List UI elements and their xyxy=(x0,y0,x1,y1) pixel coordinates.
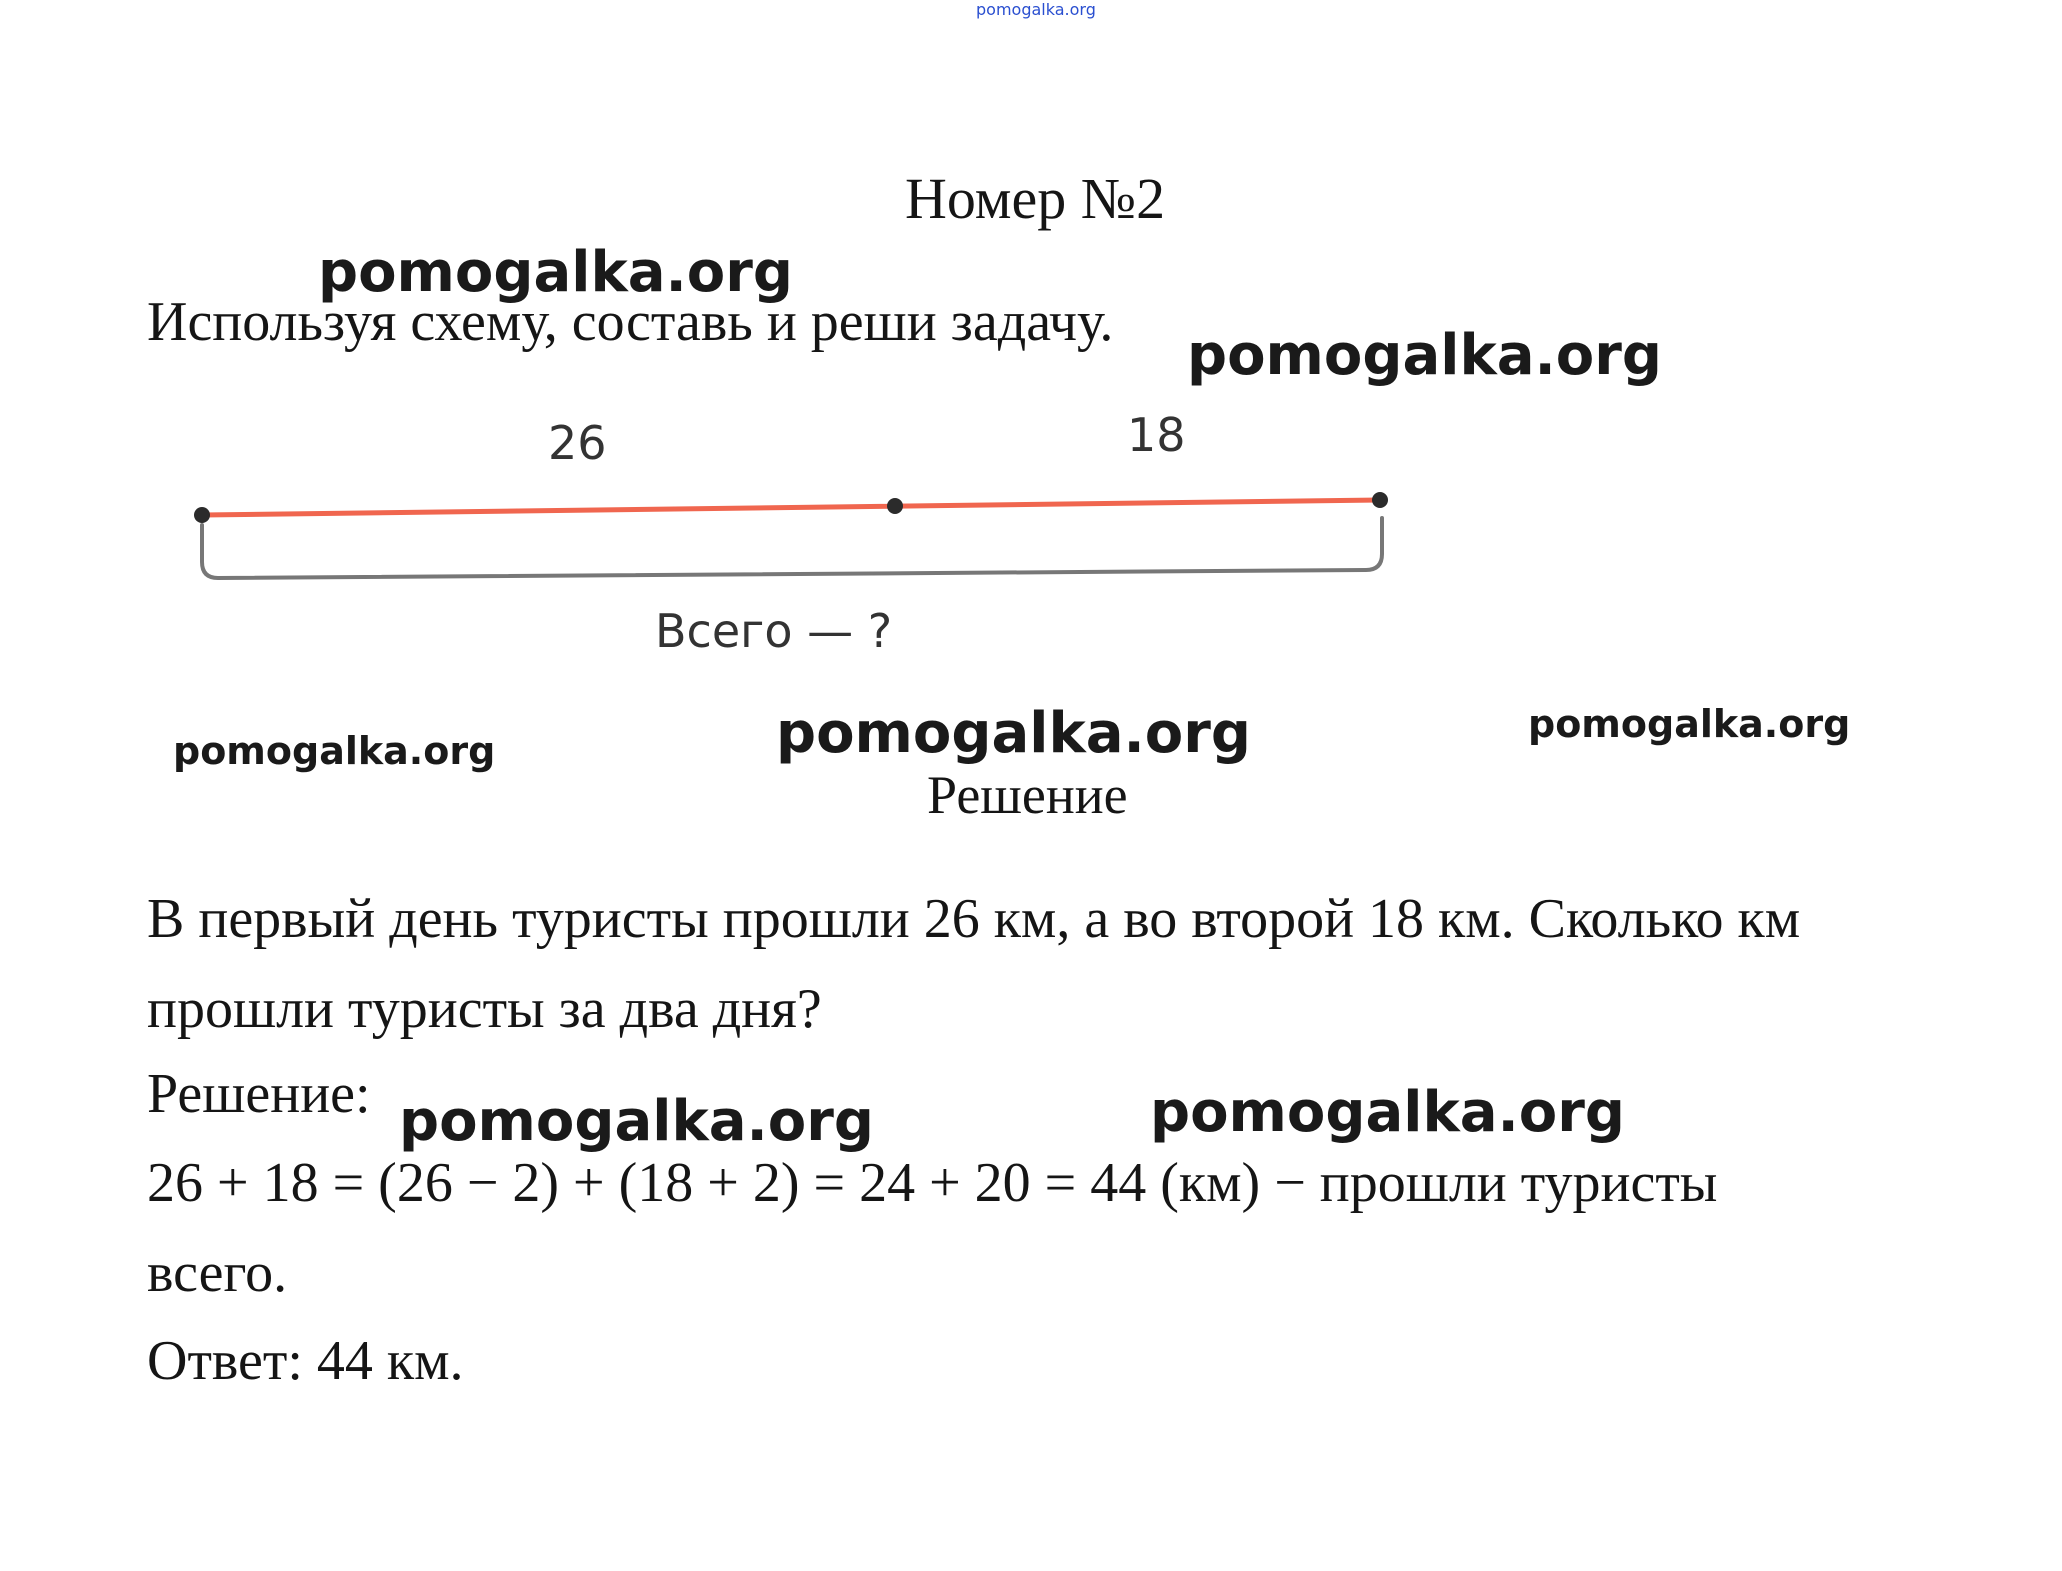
watermark: pomogalka.org xyxy=(1187,323,1662,388)
task-text: Используя схему, составь и реши задачу. xyxy=(147,291,1114,353)
segment-label-18: 18 xyxy=(1127,408,1186,462)
watermark: pomogalka.org xyxy=(173,729,496,773)
calculation-line-1: 26 + 18 = (26 − 2) + (18 + 2) = 24 + 20 = 44 (км) − прошли туристы xyxy=(147,1152,1718,1214)
watermark: pomogalka.org xyxy=(1528,702,1851,746)
answer-text: Ответ: 44 км. xyxy=(147,1330,464,1392)
watermark: pomogalka.org xyxy=(776,701,1251,766)
total-label: Всего — ? xyxy=(655,604,893,658)
header-watermark: pomogalka.org xyxy=(976,0,1096,19)
watermark: pomogalka.org xyxy=(399,1089,874,1154)
scheme-point-middle xyxy=(887,498,903,514)
scheme-line xyxy=(202,500,1380,515)
segment-label-26: 26 xyxy=(548,416,607,470)
scheme-point-start xyxy=(194,507,210,523)
calculation-line-2: всего. xyxy=(147,1242,288,1304)
watermark: pomogalka.org xyxy=(1150,1080,1625,1145)
problem-line-1: В первый день туристы прошли 26 км, а во второй 18 км. Сколько км xyxy=(147,888,1801,950)
scheme-point-end xyxy=(1372,492,1388,508)
solution-heading: Решение xyxy=(927,765,1128,825)
solution-label: Решение: xyxy=(147,1063,371,1125)
page-title: Номер №2 xyxy=(905,166,1166,231)
watermark: pomogalka.org xyxy=(318,240,793,305)
problem-line-2: прошли туристы за два дня? xyxy=(147,978,822,1040)
scheme-brace xyxy=(202,518,1382,578)
